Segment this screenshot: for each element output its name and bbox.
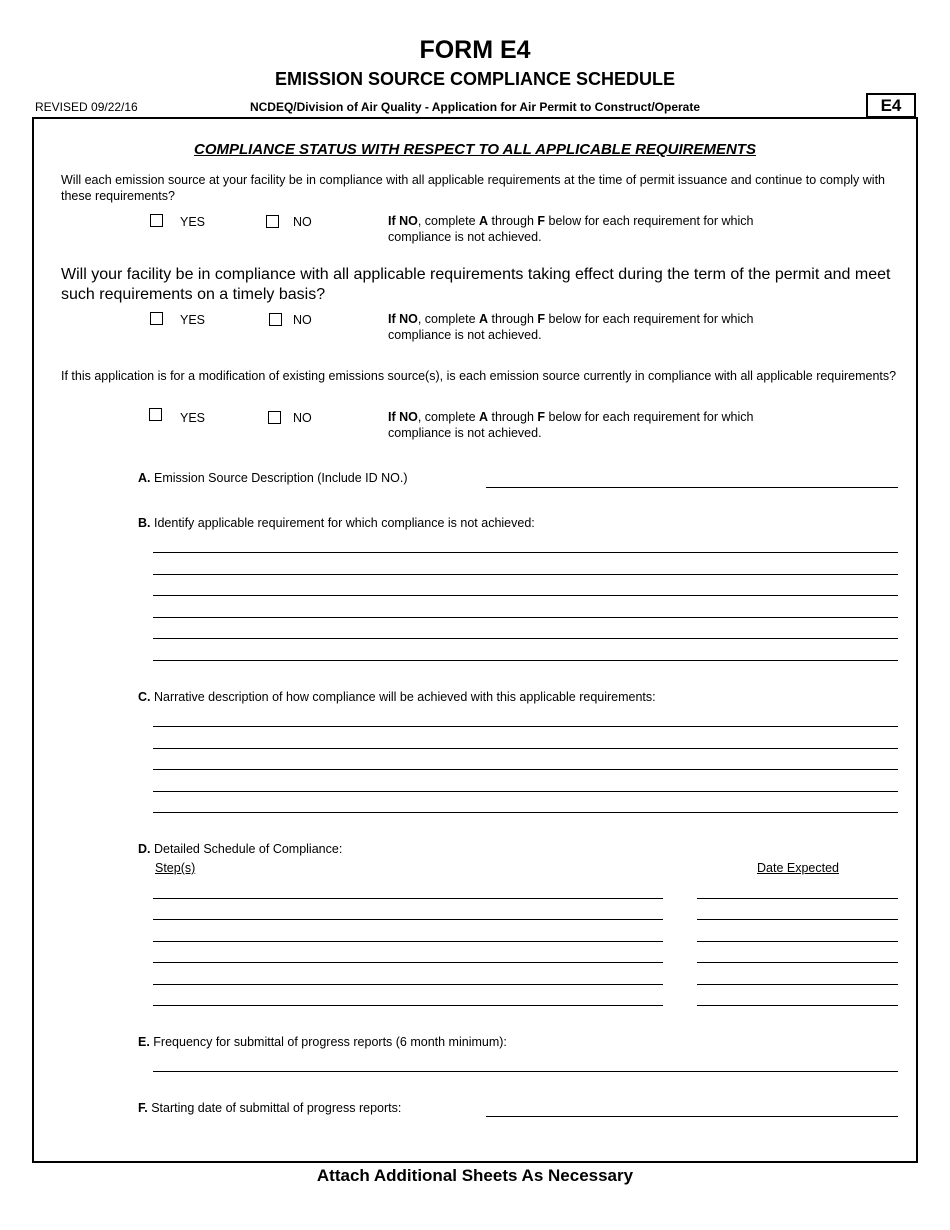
item-a-text: Emission Source Description (Include ID NO.) — [153, 471, 408, 485]
date-line[interactable] — [697, 1005, 898, 1006]
item-a-letter: A. — [138, 471, 151, 485]
item-c-line[interactable] — [153, 748, 898, 749]
letter-f: F — [537, 312, 546, 326]
through-word: through — [488, 410, 538, 424]
letter-f: F — [537, 410, 546, 424]
item-c-line[interactable] — [153, 812, 898, 813]
step-line[interactable] — [153, 984, 663, 985]
q3-yes-checkbox[interactable] — [149, 408, 162, 421]
if-no-tail: below for each requirement for which compliance is not achieved. — [388, 410, 754, 440]
item-b-line[interactable] — [153, 638, 898, 639]
item-b-text: Identify applicable requirement for which compliance is not achieved: — [153, 516, 535, 530]
agency-line: NCDEQ/Division of Air Quality - Application for Air Permit to Construct/Operate — [249, 100, 701, 114]
item-c-line[interactable] — [153, 769, 898, 770]
step-line[interactable] — [153, 941, 663, 942]
question-2-text: Will your facility be in compliance with all applicable requirements taking effect during the term of the permit and meet such requirements on a timely basis? — [61, 266, 891, 303]
item-e-field[interactable] — [153, 1071, 898, 1072]
section-title: COMPLIANCE STATUS WITH RESPECT TO ALL APPLICABLE REQUIREMENTS — [194, 141, 756, 158]
revised-date: REVISED 09/22/16 — [35, 100, 138, 114]
item-b-line[interactable] — [153, 660, 898, 661]
date-line[interactable] — [697, 919, 898, 920]
step-line[interactable] — [153, 919, 663, 920]
step-line[interactable] — [153, 1005, 663, 1006]
question-1-text: Will each emission source at your facility be in compliance with all applicable requirements at the time of permit issuance and continue to comply with these requirements? — [61, 173, 885, 203]
q2-no-checkbox[interactable] — [269, 313, 282, 326]
item-a-label — [138, 471, 408, 485]
item-a-field[interactable] — [486, 487, 898, 488]
q1-yes-label: YES — [180, 215, 206, 229]
item-c-line[interactable] — [153, 791, 898, 792]
form-badge: E4 — [866, 93, 916, 118]
if-no-tail: below for each requirement for which compliance is not achieved. — [388, 312, 754, 342]
date-line[interactable] — [697, 941, 898, 942]
letter-f: F — [537, 214, 546, 228]
date-line[interactable] — [697, 898, 898, 899]
item-e-letter: E. — [138, 1035, 150, 1049]
letter-a: A — [479, 410, 489, 424]
date-line[interactable] — [697, 984, 898, 985]
item-f-field[interactable] — [486, 1116, 898, 1117]
if-no-bold: If NO — [388, 312, 418, 326]
item-b-line[interactable] — [153, 574, 898, 575]
item-f-text: Starting date of submittal of progress reports: — [151, 1101, 402, 1115]
q3-if-no-instruction — [388, 409, 768, 441]
date-expected-header — [757, 861, 839, 875]
item-b-letter: B. — [138, 516, 151, 530]
item-b-line[interactable] — [153, 552, 898, 553]
item-c-letter: C. — [138, 690, 151, 704]
date-line[interactable] — [697, 962, 898, 963]
item-f-letter: F. — [138, 1101, 148, 1115]
item-c-line[interactable] — [153, 726, 898, 727]
item-b-label — [138, 516, 535, 530]
if-no-bold: If NO — [388, 214, 418, 228]
form-title: FORM E4 — [419, 36, 531, 64]
q1-no-label: NO — [293, 215, 312, 229]
q2-yes-checkbox[interactable] — [150, 312, 163, 325]
item-e-text: Frequency for submittal of progress reports (6 month minimum): — [153, 1035, 507, 1049]
item-d-text: Detailed Schedule of Compliance: — [153, 842, 343, 856]
question-3-text: If this application is for a modification of existing emissions source(s), is each emission source currently in compliance with all applicable requirements? — [61, 369, 897, 383]
through-word: through — [488, 312, 538, 326]
if-no-rest: , complete — [417, 410, 479, 424]
q3-no-checkbox[interactable] — [268, 411, 281, 424]
q2-yes-label: YES — [180, 313, 206, 327]
footer-note: Attach Additional Sheets As Necessary — [316, 1166, 634, 1185]
if-no-tail: below for each requirement for which compliance is not achieved. — [388, 214, 754, 244]
date-expected-text: Date Expected — [757, 861, 839, 875]
q2-if-no-instruction — [388, 311, 768, 343]
steps-header-text: Step(s) — [155, 861, 196, 875]
if-no-rest: , complete — [417, 312, 479, 326]
q3-no-label: NO — [293, 411, 312, 425]
item-d-letter: D. — [138, 842, 151, 856]
if-no-rest: , complete — [417, 214, 479, 228]
step-line[interactable] — [153, 962, 663, 963]
through-word: through — [488, 214, 538, 228]
item-c-label — [138, 690, 656, 704]
item-b-line[interactable] — [153, 617, 898, 618]
q1-yes-checkbox[interactable] — [150, 214, 163, 227]
step-line[interactable] — [153, 898, 663, 899]
item-e-label — [138, 1035, 507, 1049]
letter-a: A — [479, 312, 489, 326]
form-subtitle: EMISSION SOURCE COMPLIANCE SCHEDULE — [274, 69, 676, 89]
item-f-label — [138, 1101, 401, 1115]
steps-header — [155, 861, 195, 875]
q1-no-checkbox[interactable] — [266, 215, 279, 228]
item-b-line[interactable] — [153, 595, 898, 596]
letter-a: A — [479, 214, 489, 228]
item-d-label — [138, 842, 342, 856]
item-c-text: Narrative description of how compliance will be achieved with this applicable requirements: — [153, 690, 656, 704]
if-no-bold: If NO — [388, 410, 418, 424]
q2-no-label: NO — [293, 313, 312, 327]
q3-yes-label: YES — [180, 411, 206, 425]
q1-if-no-instruction — [388, 213, 768, 245]
